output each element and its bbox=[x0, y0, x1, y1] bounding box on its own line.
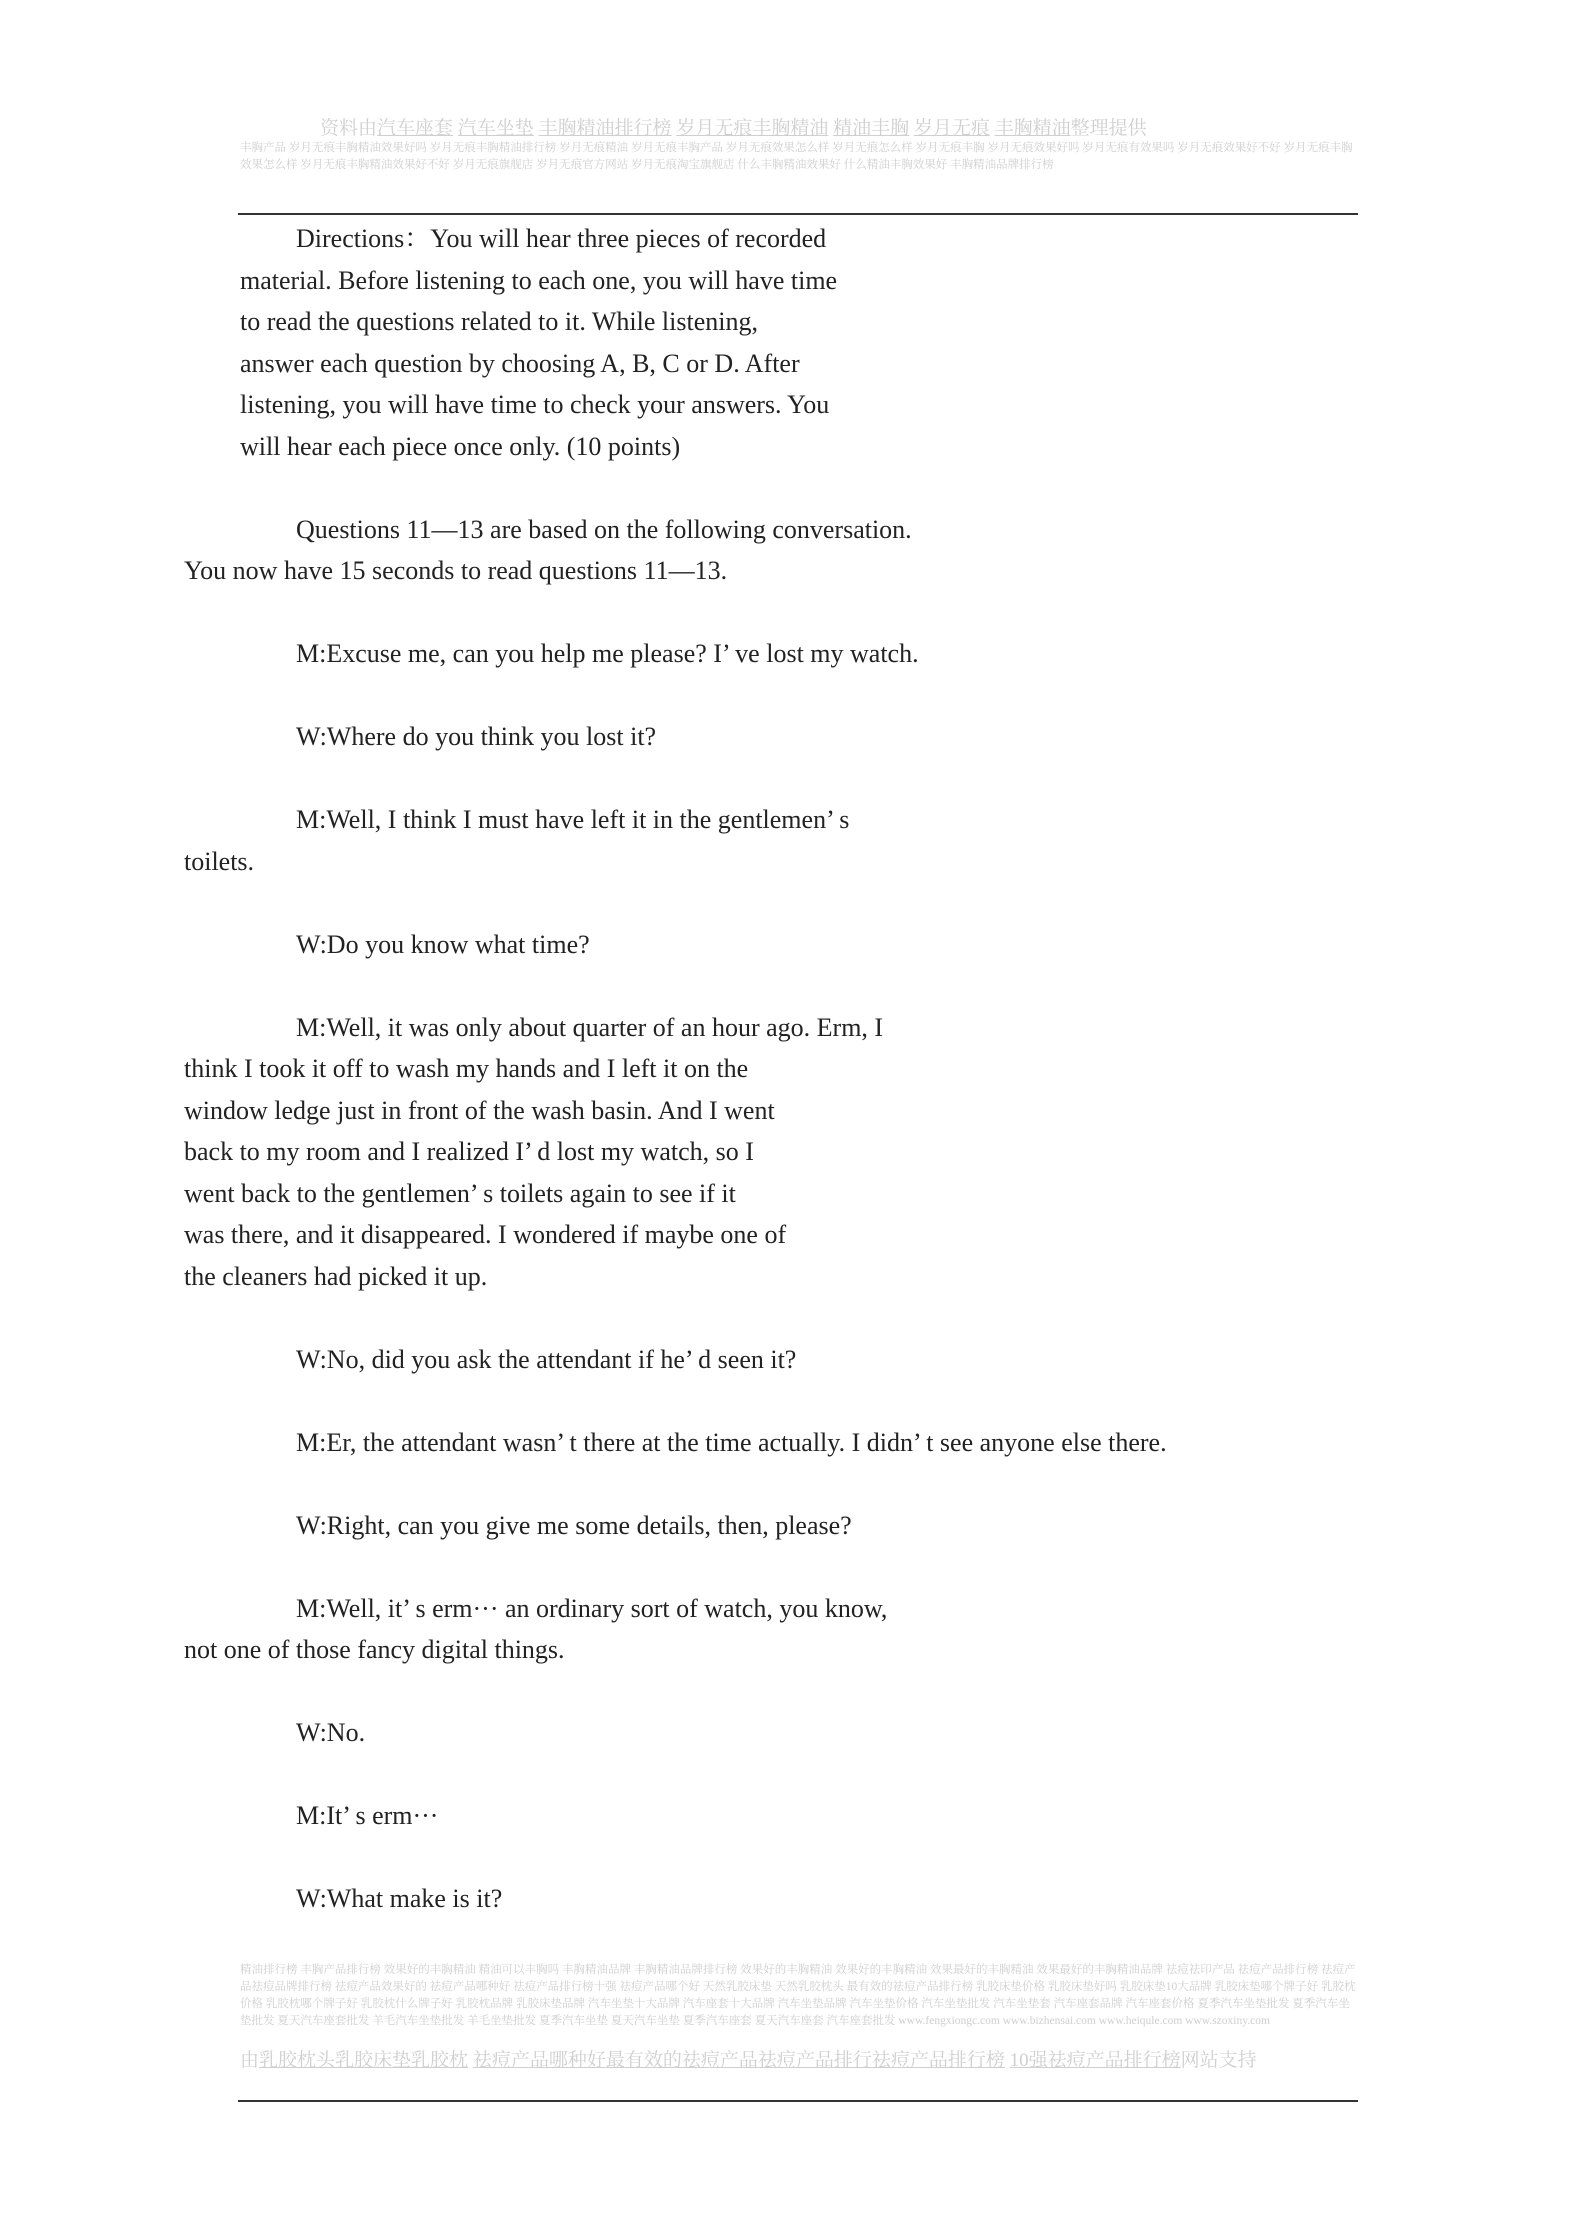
directions-paragraph: Directions：You will hear three pieces of recorded material. Before listening to each one, you will have time to read the questions related to it. While listening, answer each question by choosing A, B, C or D. After listening, you will have time to check your answers. You will hear each piece once only. (10 points) bbox=[240, 224, 838, 461]
dialogue-line: M:Excuse me, can you help me please? I’ ve lost my watch. bbox=[296, 639, 919, 668]
footer-link-acne-ranking[interactable]: 祛痘产品排行榜 bbox=[871, 2050, 1005, 2071]
footer-link-acne-top10[interactable]: 10强祛痘产品排行榜 bbox=[1009, 2050, 1181, 2071]
dialogue-line: M:It’ s erm··· bbox=[296, 1801, 439, 1830]
header-link-essential-oil[interactable]: 精油丰胸 bbox=[833, 118, 910, 139]
dialogue-line: W:Do you know what time? bbox=[296, 929, 590, 959]
dialogue-line: M:Well, it’ s erm··· an ordinary sort of watch, you know, not one of those fancy digital things. bbox=[184, 1593, 888, 1664]
footer-link-latex-mattress[interactable]: 乳胶床垫 bbox=[335, 2050, 412, 2071]
footer-credit-prefix: 由 bbox=[240, 2050, 260, 2071]
footer-link-acne-rank[interactable]: 祛痘产品排行 bbox=[757, 2050, 872, 2071]
document-body bbox=[184, 218, 1350, 1920]
header-credit-line bbox=[320, 113, 1147, 140]
dialogue-line: M:Well, it was only about quarter of an hour ago. Erm, I think I took it off to wash my hands and I left it on the window ledge just in front of the wash basin. And I went back to my room and I realized I’ d lost my watch, so I went back to the gentlemen’ s toilets again to see if it was there, and it disappeared. I wondered if maybe one of the cleaners had picked it up. bbox=[184, 1012, 884, 1291]
dialogue-line: M:Well, I think I must have left it in the gentlemen’ s toilets. bbox=[184, 805, 850, 876]
dialogue-line: W:No, did you ask the attendant if he’ d seen it? bbox=[296, 1344, 797, 1374]
header-fine-print: 丰胸产品 岁月无痕丰胸精油效果好吗 岁月无痕丰胸精油排行榜 岁月无痕精油 岁月无痕丰胸产品 岁月无痕效果怎么样 岁月无痕怎么样 岁月无痕丰胸 岁月无痕效果好吗 岁月无痕有效果吗 岁月无痕效果好不好 岁月无痕丰胸效果怎么样 岁月无痕丰胸精油效果好不好 岁月无痕旗舰店 岁月无痕官方网站 岁月无痕淘宝旗舰店 什么丰胸精油效果好 什么精油丰胸效果好 丰胸精油品牌排行榜 bbox=[240, 142, 1353, 171]
footer-link-acne-effective[interactable]: 最有效的祛痘产品 bbox=[605, 2050, 758, 2071]
footer-link-latex-pillow[interactable]: 乳胶枕头 bbox=[259, 2050, 336, 2071]
footer-fine-print: 精油排行榜 丰胸产品排行榜 效果好的丰胸精油 精油可以丰胸吗 丰胸精油品牌 丰胸精油品牌排行榜 效果好的丰胸精油 效果好的丰胸精油 效果最好的丰胸精油 效果最好的丰胸精油品牌 祛痘祛印产品 祛痘产品排行榜 祛痘产品祛痘品牌排行榜 祛痘产品效果好的 祛痘产品哪种好 祛痘产品排行榜十强 祛痘产品哪个好 天然乳胶床垫 天然乳胶枕头 最有效的祛痘产品排行榜 乳胶床垫价格 乳胶床垫好吗 乳胶床垫10大品牌 乳胶床垫哪个牌子好 乳胶枕价格 乳胶枕哪个牌子好 乳胶枕什么牌子好 乳胶枕品牌 乳胶床垫品牌 汽车坐垫十大品牌 汽车座套十大品牌 汽车坐垫品牌 汽车坐垫价格 汽车坐垫批发 汽车坐垫套 汽车座套品牌 汽车座套价格 夏季汽车坐垫批发 夏季汽车坐垫批发 夏天汽车座套批发 羊毛汽车坐垫批发 羊毛坐垫批发 夏季汽车坐垫 夏天汽车坐垫 夏季汽车座套 夏天汽车座套 汽车座套批发 www.fengxiongc.com www.bizhensai.com www.heiqule.com www.szoxiny.com bbox=[240, 1964, 1356, 2027]
footer-link-latex-pillow-short[interactable]: 乳胶枕 bbox=[411, 2050, 469, 2071]
header-link-car-cushion[interactable]: 汽车坐垫 bbox=[457, 118, 534, 139]
dialogue-line: M:Er, the attendant wasn’ t there at the time actually. I didn’ t see anyone else there. bbox=[296, 1427, 1167, 1457]
dialogue-line: W:No. bbox=[296, 1718, 366, 1747]
footer-link-acne-which[interactable]: 祛痘产品哪种好 bbox=[472, 2050, 606, 2071]
header-link-car-seat-cover[interactable]: 汽车座套 bbox=[377, 118, 454, 139]
dialogue-line: W:What make is it? bbox=[296, 1884, 503, 1913]
footer-divider bbox=[238, 2100, 1358, 2102]
header-credit-suffix: 整理提供 bbox=[1070, 118, 1147, 139]
footer-credit-line bbox=[240, 2045, 1257, 2072]
header-link-oil-ranking[interactable]: 丰胸精油排行榜 bbox=[538, 118, 672, 139]
header-link-brand-oil[interactable]: 岁月无痕丰胸精油 bbox=[676, 118, 829, 139]
questions-intro-paragraph: Questions 11—13 are based on the following conversation. You now have 15 seconds to read questions 11—13. bbox=[184, 514, 912, 585]
footer-credit-suffix: 网站支持 bbox=[1180, 2050, 1257, 2071]
header-link-oil[interactable]: 丰胸精油 bbox=[994, 118, 1071, 139]
header-divider bbox=[238, 213, 1358, 215]
dialogue-line: W:Right, can you give me some details, then, please? bbox=[296, 1510, 852, 1540]
header-link-brand[interactable]: 岁月无痕 bbox=[913, 118, 990, 139]
dialogue-line: W:Where do you think you lost it? bbox=[296, 722, 657, 751]
header-credit-prefix: 资料由 bbox=[320, 118, 378, 139]
